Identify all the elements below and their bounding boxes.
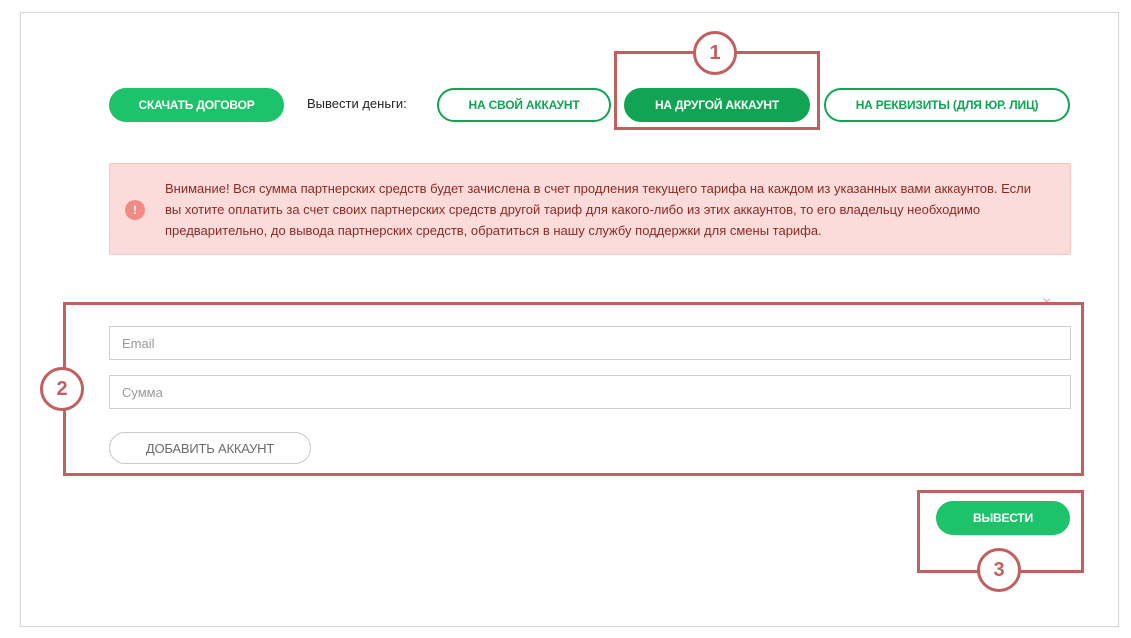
submit-withdraw-button[interactable]: ВЫВЕСТИ: [936, 501, 1070, 535]
annotation-number-3: 3: [977, 548, 1021, 592]
annotation-number-2: 2: [40, 367, 84, 411]
add-account-button[interactable]: ДОБАВИТЬ АККАУНТ: [109, 432, 311, 464]
to-own-account-button[interactable]: НА СВОЙ АККАУНТ: [437, 88, 611, 122]
annotation-number-1: 1: [693, 31, 737, 75]
to-other-account-button[interactable]: НА ДРУГОЙ АККАУНТ: [624, 88, 810, 122]
download-contract-button[interactable]: СКАЧАТЬ ДОГОВОР: [109, 88, 284, 122]
annotation-box-2: [63, 302, 1084, 476]
exclamation-icon: !: [125, 200, 145, 220]
alert-text: Внимание! Вся сумма партнерских средств будет зачислена в счет продления текущего тарифа на каждом из указанных вами аккаунтов. Если вы хотите оплатить за счет своих партнерских средств другой тариф для какого-либо из этих аккаунтов, то его владельцу необходимо предварительно, до вывода партнерских средств, обратиться в нашу службу поддержки для смены тарифа.: [165, 181, 1032, 238]
close-icon[interactable]: ×: [1042, 294, 1052, 311]
withdraw-label: Вывести деньги:: [307, 96, 407, 111]
warning-alert: [109, 163, 1071, 255]
to-requisites-button[interactable]: НА РЕКВИЗИТЫ (ДЛЯ ЮР. ЛИЦ): [824, 88, 1070, 122]
